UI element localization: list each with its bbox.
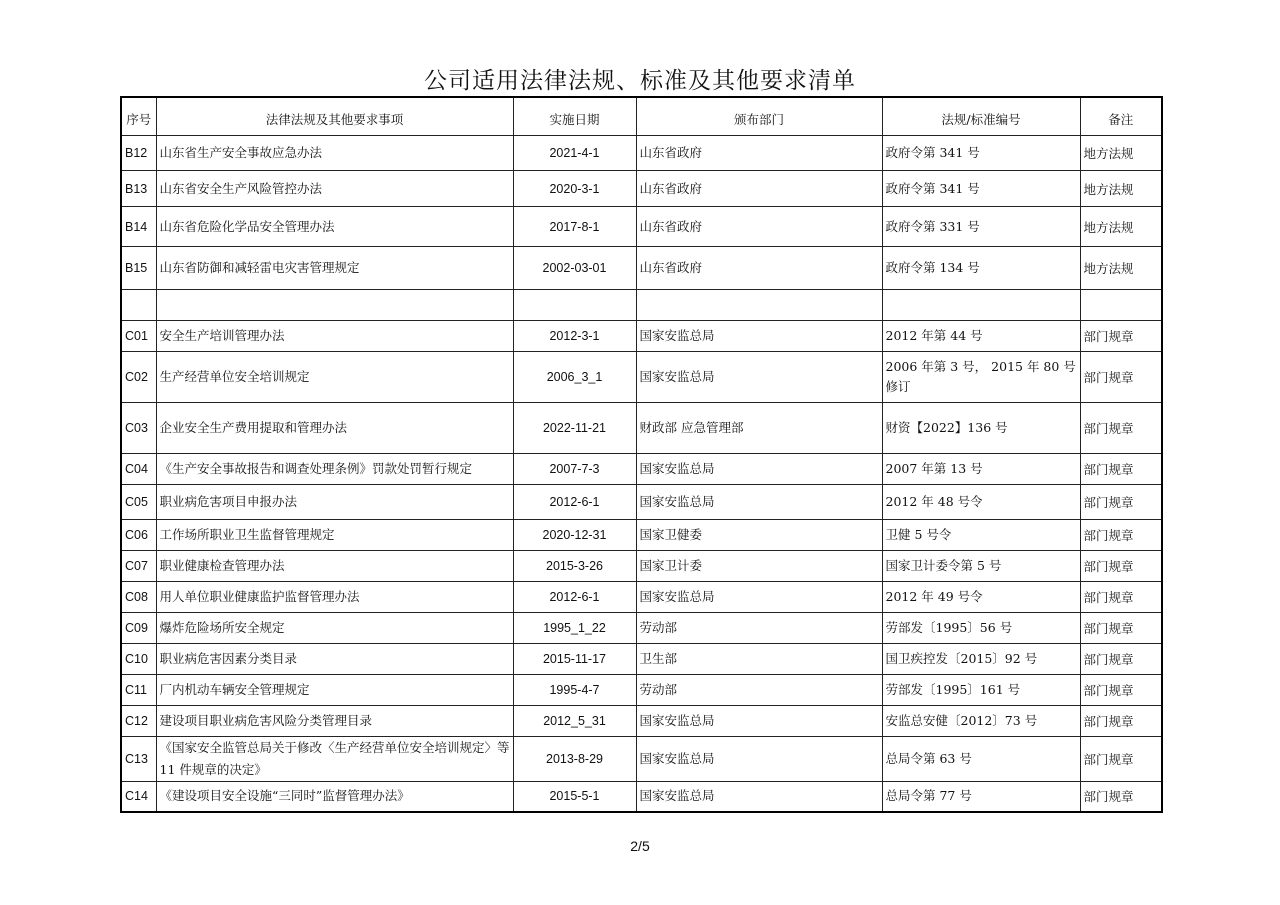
cell-dept: 山东省政府 <box>636 171 882 207</box>
cell-number: 总局令第 63 号 <box>882 737 1080 782</box>
cell-number: 政府令第 331 号 <box>882 207 1080 247</box>
cell-name: 《国家安全监管总局关于修改〈生产经营单位安全培训规定〉等 11 件规章的决定》 <box>156 737 513 782</box>
cell-no: B15 <box>121 247 156 290</box>
table-header-row <box>121 97 1162 136</box>
cell-number: 2012 年 48 号令 <box>882 485 1080 520</box>
cell-dept: 山东省政府 <box>636 136 882 171</box>
regulations-table <box>120 96 1163 813</box>
page-number: 2/5 <box>630 838 650 854</box>
cell-note: 部门规章 <box>1080 551 1162 582</box>
cell-note: 部门规章 <box>1080 520 1162 551</box>
cell-name: 建设项目职业病危害风险分类管理目录 <box>156 706 513 737</box>
cell-dept: 国家安监总局 <box>636 782 882 812</box>
cell-note: 部门规章 <box>1080 352 1162 403</box>
cell-name: 山东省防御和减轻雷电灾害管理规定 <box>156 247 513 290</box>
header-dept: 颁布部门 <box>636 97 882 136</box>
cell-name: 厂内机动车辆安全管理规定 <box>156 675 513 706</box>
table-row <box>121 171 1162 207</box>
table-body <box>121 136 1162 812</box>
cell-date: 2020-3-1 <box>513 171 636 207</box>
cell-name: 职业病危害因素分类目录 <box>156 644 513 675</box>
cell-number: 政府令第 134 号 <box>882 247 1080 290</box>
cell-note: 地方法规 <box>1080 247 1162 290</box>
cell-note: 地方法规 <box>1080 207 1162 247</box>
table-row <box>121 613 1162 644</box>
cell-dept: 山东省政府 <box>636 207 882 247</box>
cell-date: 2013-8-29 <box>513 737 636 782</box>
cell-dept: 劳动部 <box>636 675 882 706</box>
cell-date: 2006_3_1 <box>513 352 636 403</box>
cell-dept: 国家安监总局 <box>636 352 882 403</box>
cell-date: 2015-5-1 <box>513 782 636 812</box>
cell-note: 部门规章 <box>1080 675 1162 706</box>
cell-note: 部门规章 <box>1080 613 1162 644</box>
cell-number: 2012 年第 44 号 <box>882 321 1080 352</box>
cell-date: 2017-8-1 <box>513 207 636 247</box>
table-row <box>121 782 1162 812</box>
cell-no: C01 <box>121 321 156 352</box>
cell-no <box>121 290 156 321</box>
cell-no: C10 <box>121 644 156 675</box>
cell-date: 2012-6-1 <box>513 485 636 520</box>
cell-no: C12 <box>121 706 156 737</box>
header-name: 法律法规及其他要求事项 <box>156 97 513 136</box>
table-row <box>121 706 1162 737</box>
header-no: 序号 <box>121 97 156 136</box>
cell-name <box>156 290 513 321</box>
table-row <box>121 737 1162 782</box>
cell-number <box>882 290 1080 321</box>
cell-date: 2012_5_31 <box>513 706 636 737</box>
cell-dept: 卫生部 <box>636 644 882 675</box>
header-note: 备注 <box>1080 97 1162 136</box>
cell-date: 2007-7-3 <box>513 454 636 485</box>
table-row <box>121 485 1162 520</box>
cell-number: 国家卫计委令第 5 号 <box>882 551 1080 582</box>
table-row <box>121 403 1162 454</box>
cell-number: 卫健 5 号令 <box>882 520 1080 551</box>
cell-number: 国卫疾控发〔2015〕92 号 <box>882 644 1080 675</box>
cell-dept: 国家安监总局 <box>636 454 882 485</box>
cell-date: 1995_1_22 <box>513 613 636 644</box>
cell-name: 工作场所职业卫生监督管理规定 <box>156 520 513 551</box>
cell-no: C13 <box>121 737 156 782</box>
cell-dept: 国家安监总局 <box>636 321 882 352</box>
cell-dept: 国家安监总局 <box>636 582 882 613</box>
cell-number: 总局令第 77 号 <box>882 782 1080 812</box>
table-row <box>121 352 1162 403</box>
cell-no: C07 <box>121 551 156 582</box>
cell-name: 爆炸危险场所安全规定 <box>156 613 513 644</box>
cell-no: B14 <box>121 207 156 247</box>
cell-number: 2006 年第 3 号， 2015 年 80 号修订 <box>882 352 1080 403</box>
cell-note: 部门规章 <box>1080 644 1162 675</box>
cell-no: C08 <box>121 582 156 613</box>
cell-no: C05 <box>121 485 156 520</box>
cell-number: 2012 年 49 号令 <box>882 582 1080 613</box>
cell-name: 山东省生产安全事故应急办法 <box>156 136 513 171</box>
cell-note: 部门规章 <box>1080 485 1162 520</box>
cell-dept: 国家卫计委 <box>636 551 882 582</box>
table-row <box>121 454 1162 485</box>
cell-date: 2012-3-1 <box>513 321 636 352</box>
cell-date: 2020-12-31 <box>513 520 636 551</box>
cell-no: B13 <box>121 171 156 207</box>
cell-note: 部门规章 <box>1080 706 1162 737</box>
table-row <box>121 520 1162 551</box>
cell-dept <box>636 290 882 321</box>
cell-number: 劳部发〔1995〕161 号 <box>882 675 1080 706</box>
cell-no: C14 <box>121 782 156 812</box>
cell-note: 部门规章 <box>1080 454 1162 485</box>
cell-no: C06 <box>121 520 156 551</box>
table-row <box>121 644 1162 675</box>
cell-date: 2021-4-1 <box>513 136 636 171</box>
cell-number: 财资【2022】136 号 <box>882 403 1080 454</box>
table-row <box>121 290 1162 321</box>
cell-name: 企业安全生产费用提取和管理办法 <box>156 403 513 454</box>
cell-date: 1995-4-7 <box>513 675 636 706</box>
cell-no: C11 <box>121 675 156 706</box>
table-row <box>121 207 1162 247</box>
cell-name: 用人单位职业健康监护监督管理办法 <box>156 582 513 613</box>
cell-no: C09 <box>121 613 156 644</box>
cell-note: 部门规章 <box>1080 782 1162 812</box>
cell-dept: 国家安监总局 <box>636 706 882 737</box>
cell-no: C04 <box>121 454 156 485</box>
cell-date <box>513 290 636 321</box>
cell-number: 2007 年第 13 号 <box>882 454 1080 485</box>
cell-name: 山东省安全生产风险管控办法 <box>156 171 513 207</box>
table-row <box>121 675 1162 706</box>
cell-note: 地方法规 <box>1080 171 1162 207</box>
table-row <box>121 247 1162 290</box>
cell-date: 2022-11-21 <box>513 403 636 454</box>
cell-date: 2015-3-26 <box>513 551 636 582</box>
cell-no: C03 <box>121 403 156 454</box>
cell-dept: 国家卫健委 <box>636 520 882 551</box>
cell-date: 2015-11-17 <box>513 644 636 675</box>
cell-number: 安监总安健〔2012〕73 号 <box>882 706 1080 737</box>
table-row <box>121 321 1162 352</box>
table-row <box>121 582 1162 613</box>
cell-note: 部门规章 <box>1080 737 1162 782</box>
cell-name: 《建设项目安全设施“三同时”监督管理办法》 <box>156 782 513 812</box>
cell-note: 部门规章 <box>1080 403 1162 454</box>
cell-note <box>1080 290 1162 321</box>
cell-no: C02 <box>121 352 156 403</box>
cell-name: 安全生产培训管理办法 <box>156 321 513 352</box>
header-number: 法规/标准编号 <box>882 97 1080 136</box>
cell-name: 职业健康检查管理办法 <box>156 551 513 582</box>
cell-note: 地方法规 <box>1080 136 1162 171</box>
header-date: 实施日期 <box>513 97 636 136</box>
cell-number: 政府令第 341 号 <box>882 136 1080 171</box>
table-row <box>121 551 1162 582</box>
cell-dept: 财政部 应急管理部 <box>636 403 882 454</box>
cell-number: 劳部发〔1995〕56 号 <box>882 613 1080 644</box>
cell-date: 2002-03-01 <box>513 247 636 290</box>
cell-number: 政府令第 341 号 <box>882 171 1080 207</box>
cell-dept: 国家安监总局 <box>636 737 882 782</box>
cell-no: B12 <box>121 136 156 171</box>
cell-note: 部门规章 <box>1080 321 1162 352</box>
cell-dept: 国家安监总局 <box>636 485 882 520</box>
cell-name: 《生产安全事故报告和调查处理条例》罚款处罚暂行规定 <box>156 454 513 485</box>
cell-name: 职业病危害项目申报办法 <box>156 485 513 520</box>
document-title: 公司适用法律法规、标准及其他要求清单 <box>424 68 856 94</box>
cell-name: 生产经营单位安全培训规定 <box>156 352 513 403</box>
cell-note: 部门规章 <box>1080 582 1162 613</box>
cell-name: 山东省危险化学品安全管理办法 <box>156 207 513 247</box>
table-row <box>121 136 1162 171</box>
cell-date: 2012-6-1 <box>513 582 636 613</box>
cell-dept: 山东省政府 <box>636 247 882 290</box>
cell-dept: 劳动部 <box>636 613 882 644</box>
